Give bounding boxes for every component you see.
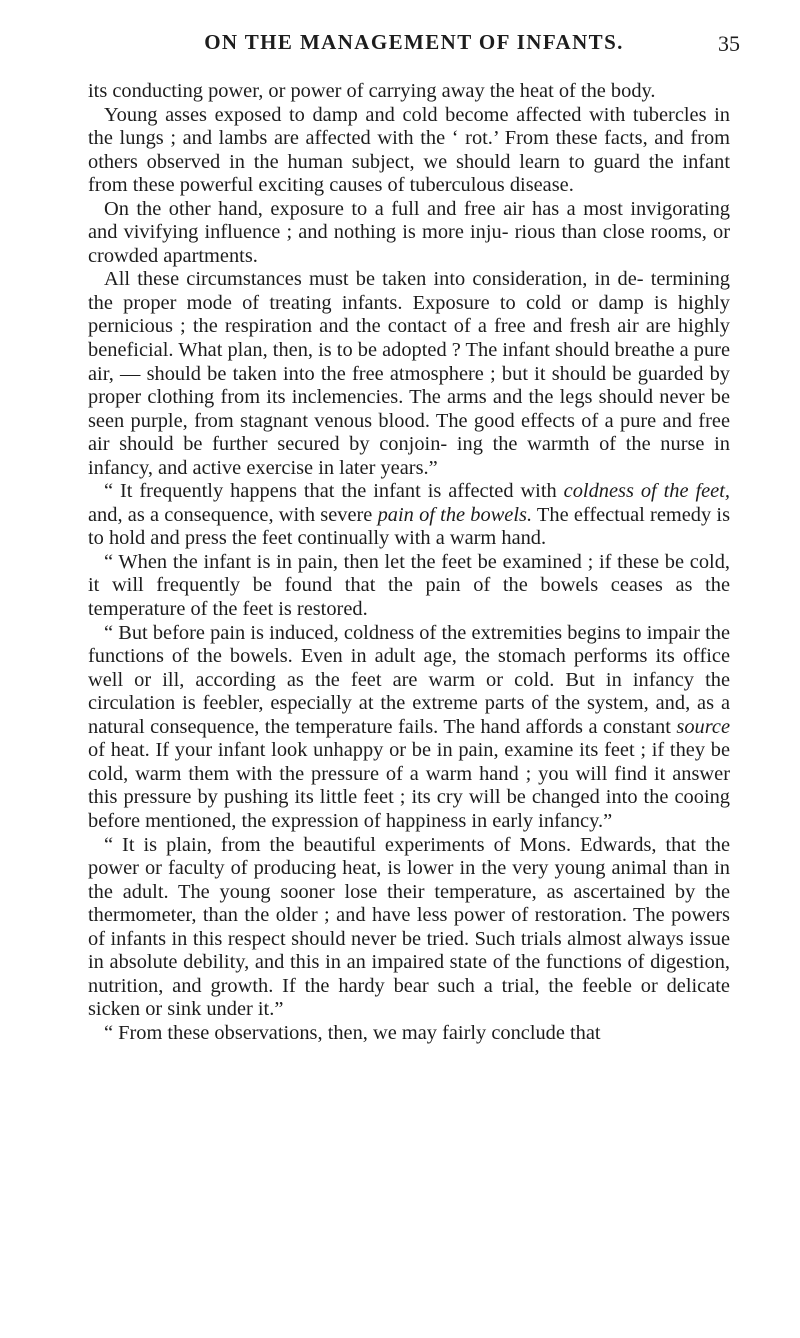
running-title: ON THE MANAGEMENT OF INFANTS.	[204, 30, 624, 54]
page-number: 35	[718, 31, 740, 56]
paragraph: “ From these observations, then, we may fairly conclude that	[104, 1021, 601, 1044]
paragraph: “ It is plain, from the beautiful experiments of Mons. Edwards, that the power or faculty of producing heat, is lower in the very young animal than in the adult. The young sooner lose their temperature, as ascertained by the thermometer, than the older ; and have less power of restoration. The powers of infants in this respect should never be tried. Such trials almost always issue in absolute debility, and this in an impaired state of the functions of digestion, nutrition, and growth. If the hardy bear such a trial, the feeble or delicate sicken or sink under it.”	[88, 833, 730, 1021]
paragraph: its conducting power, or power of carrying away the heat of the body.	[88, 80, 656, 102]
text-run: “ But before pain is induced, coldness of the extremities begins to impair the functions of the bowels. Even in adult age, the stomach performs its office well or ill, according as the feet are warm or cold. But in infancy the circulation is feebler, especially at the extreme parts of the system, and, as a natural consequence, the temperature fails. The hand affords a constant	[88, 621, 730, 738]
paragraph: All these circumstances must be taken into consideration, in de- termining the proper mode of treating infants. Exposure to cold or damp is highly pernicious ; the respiration and the contact of a free and fresh air are highly beneficial. What plan, then, is to be adopted ? The infant should breathe a pure air, — should be taken into the free atmosphere ; but it should be guarded by proper clothing from its inclemencies. The arms and the legs should never be seen purple, from stagnant venous blood. The good effects of a pure and free air should be further secured by conjoin- ing the warmth of the nurse in infancy, and active exercise in later years.”	[88, 268, 730, 479]
text-run: of heat. If your infant look unhappy or be in pain, examine its feet ; if they be cold, warm them with the pressure of a warm hand ; you will find it answer this pressure by pushing its little feet ; its cry will be changed into the cooing before mentioned, the expression of happiness in early infancy.”	[88, 739, 730, 832]
italic-text: coldness of the feet,	[563, 480, 730, 503]
paragraph	[88, 480, 730, 551]
page-header	[88, 30, 740, 60]
italic-text: source	[676, 715, 730, 738]
body-text	[88, 80, 730, 1045]
text-run: and, as a consequence, with severe	[88, 503, 378, 526]
text-run: “ It frequently happens that the infant is affected with	[104, 480, 564, 503]
text-run: The effectual remedy is to hold and press the feet continually with a warm hand.	[88, 503, 730, 550]
paragraph: “ When the infant is in pain, then let the feet be examined ; if these be cold, it will frequently be found that the pain of the bowels ceases as the temperature of the feet is restored.	[88, 550, 730, 621]
paragraph	[88, 622, 730, 834]
italic-text: pain of the bowels.	[377, 503, 533, 526]
paragraph: On the other hand, exposure to a full and free air has a most invigorating and vivifying influence ; and nothing is more inju- rious than close rooms, or crowded apartments.	[88, 197, 730, 267]
paragraph: Young asses exposed to damp and cold become affected with tubercles in the lungs ; and lambs are affected with the ‘ rot.’ From these facts, and from others observed in the human subject, we should learn to guard the infant from these powerful exciting causes of tuberculous disease.	[88, 103, 730, 197]
